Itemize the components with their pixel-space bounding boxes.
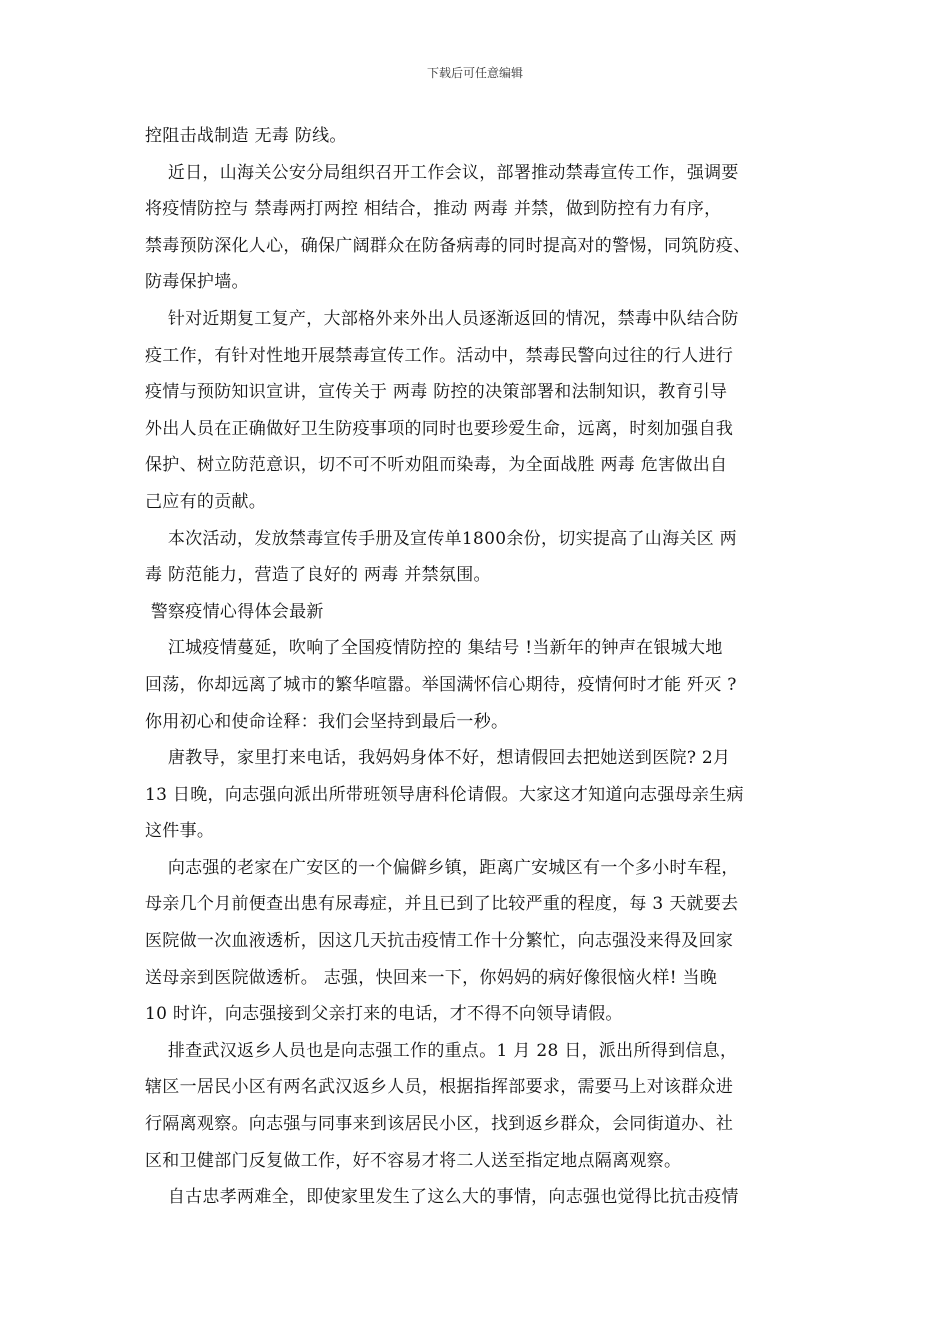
text-line: 回荡，你却远离了城市的繁华喧嚣。举国满怀信心期待，疫情何时才能 歼灭 ? [145, 674, 737, 695]
text-line: 辖区一居民小区有两名武汉返乡人员，根据指挥部要求，需要马上对该群众进 [145, 1077, 734, 1098]
text-line: 区和卫健部门反复做工作，好不容易才将二人送至指定地点隔离观察。 [145, 1150, 682, 1171]
text-line: 毒 防范能力，营造了良好的 两毒 并禁氛围。 [145, 565, 491, 586]
text-line: 自古忠孝两难全，即使家里发生了这么大的事情，向志强也觉得比抗击疫情 [145, 1187, 739, 1208]
text-line: 行隔离观察。向志强与同事来到该居民小区，找到返乡群众，会同街道办、社 [145, 1114, 734, 1135]
text-line: 排查武汉返乡人员也是向志强工作的重点。1 月 28 日，派出所得到信息， [145, 1040, 738, 1061]
text-line: 向志强的老家在广安区的一个偏僻乡镇，距离广安城区有一个多小时车程， [145, 857, 739, 878]
text-line: 本次活动，发放禁毒宣传手册及宣传单1800余份，切实提高了山海关区 两 [145, 528, 737, 549]
text-line: 医院做一次血液透析，因这几天抗击疫情工作十分繁忙，向志强没来得及回家 [145, 931, 734, 952]
page-header: 下载后可任意编辑 [426, 66, 523, 80]
text-line: 己应有的贡献。 [145, 491, 267, 512]
document-body [145, 118, 805, 1216]
text-line: 疫情与预防知识宣讲，宣传关于 两毒 防控的决策部署和法制知识，教育引导 [145, 382, 728, 403]
text-line: 保护、树立防范意识，切不可不听劝阻而染毒，为全面战胜 两毒 危害做出自 [145, 455, 728, 476]
text-line: 防毒保护墙。 [145, 272, 249, 293]
text-line: 外出人员在正确做好卫生防疫事项的同时也要珍爱生命，远离，时刻加强自我 [145, 418, 734, 439]
text-line: 疫工作，有针对性地开展禁毒宣传工作。活动中，禁毒民警向过往的行人进行 [145, 345, 734, 366]
text-line: 送母亲到医院做透析。 志强，快回来一下，你妈妈的病好像很恼火样! 当晚 [145, 967, 718, 988]
text-line: 10 时许，向志强接到父亲打来的电话，才不得不向领导请假。 [145, 1004, 623, 1025]
text-line: 将疫情防控与 禁毒两打两控 相结合，推动 两毒 并禁，做到防控有力有序， [145, 199, 722, 220]
text-line: 江城疫情蔓延，吹响了全国疫情防控的 集结号 !当新年的钟声在银城大地 [145, 638, 723, 659]
text-line: 唐教导，家里打来电话，我妈妈身体不好，想请假回去把她送到医院? 2月 [145, 748, 731, 769]
text-line: 禁毒预防深化人心，确保广阔群众在防备病毒的同时提高对的警惕，同筑防疫、 [145, 235, 751, 256]
text-line: 控阻击战制造 无毒 防线。 [145, 126, 347, 146]
text-line: 这件事。 [145, 821, 215, 842]
text-line: 近日，山海关公安分局组织召开工作会议，部署推动禁毒宣传工作，强调要 [145, 162, 739, 183]
text-line: 针对近期复工复产，大部格外来外出人员逐渐返回的情况，禁毒中队结合防 [145, 308, 739, 329]
section-heading: 警察疫情心得体会最新 [145, 601, 324, 622]
text-line: 母亲几个月前便查出患有尿毒症，并且已到了比较严重的程度，每 3 天就要去 [145, 894, 739, 915]
text-line: 13 日晚，向志强向派出所带班领导唐科伦请假。大家这才知道向志强母亲生病 [145, 784, 744, 805]
text-line: 你用初心和使命诠释：我们会坚持到最后一秒。 [145, 711, 509, 732]
